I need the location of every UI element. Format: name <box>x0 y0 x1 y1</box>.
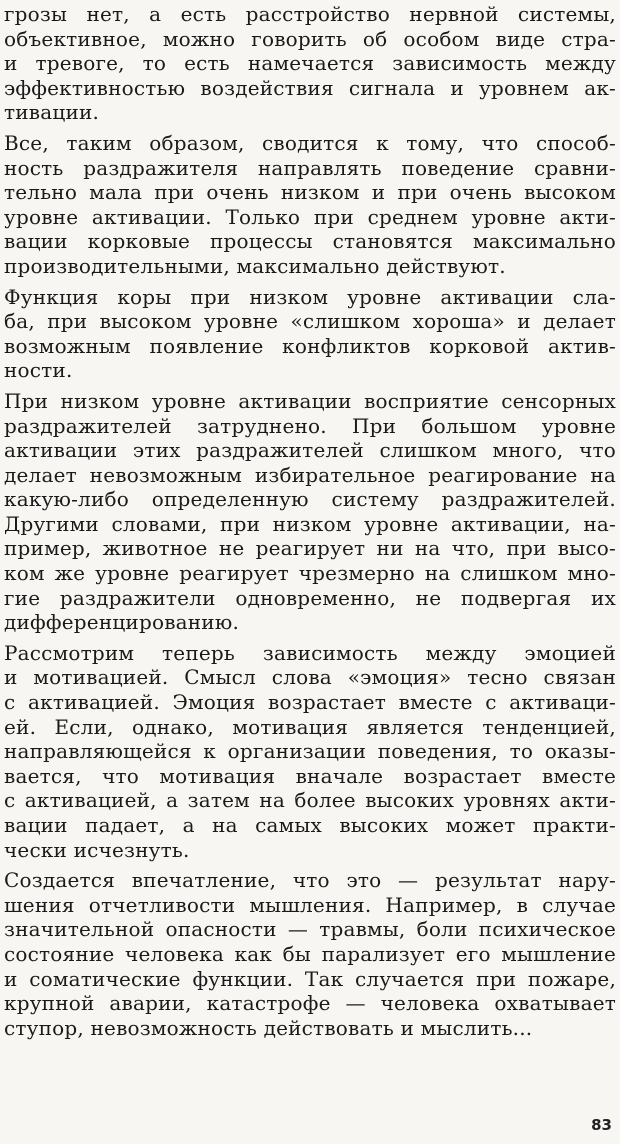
text-line: ность раздражителя направлять поведение сравни- <box>4 155 616 180</box>
text-line: вации падает, а на самых высоких может практи- <box>4 813 616 837</box>
text-line: вается, что мотивация вначале возрастает вместе <box>4 763 616 788</box>
text-line: значительной опасности — травмы, боли психическое <box>4 917 616 942</box>
text-line: шения отчетливости мышления. Например, в случае <box>4 892 616 917</box>
page-number: 83 <box>591 1116 612 1134</box>
text-line: делает невозможным избирательное реагирование на <box>4 462 616 487</box>
paragraph-2 <box>4 131 616 279</box>
text-line: Создается впечатление, что это — результат нару- <box>4 868 616 893</box>
text-line: тельно мала при очень низком и при очень высоком <box>4 180 616 205</box>
text-line: Все, таким образом, сводится к тому, что способ- <box>4 130 616 155</box>
text-line: крупной аварии, катастрофе — человека охватывает <box>4 991 616 1016</box>
text-line: эффективностью воздействия сигнала и уровнем ак- <box>4 75 616 100</box>
text-line: При низком уровне активации восприятие сенсорных <box>4 388 616 413</box>
text-line: производительными, максимально действуют. <box>4 253 506 278</box>
text-line: тивации. <box>4 100 100 125</box>
text-line: и мотивацией. Смысл слова «эмоция» тесно связан <box>4 665 616 690</box>
text-line: с активацией, а затем на более высоких уровнях акти- <box>4 788 616 813</box>
paragraph-4 <box>4 389 616 635</box>
text-line: ей. Если, однако, мотивация является тенденцией, <box>4 714 616 739</box>
text-line: Другими словами, при низком уровне активации, на- <box>4 511 616 536</box>
text-line: объективное, можно говорить об особом виде стра- <box>4 26 616 51</box>
text-line: раздражителей затруднено. При большом уровне <box>4 413 616 438</box>
text-line: ком же уровне реагирует чрезмерно на слишком мно- <box>4 561 616 586</box>
text-line: и соматические функции. Так случается при пожаре, <box>4 966 616 991</box>
text-line: Рассмотрим теперь зависимость между эмоцией <box>4 640 616 665</box>
paragraph-5 <box>4 641 616 862</box>
text-line: Функция коры при низком уровне активации сла- <box>4 284 616 309</box>
text-line: и тревоге, то есть намечается зависимость между <box>4 51 616 76</box>
text-line: направляющейся к организации поведения, то оказы- <box>4 739 616 764</box>
text-line: вации корковые процессы становятся максимально <box>4 229 616 254</box>
text-line: грозы нет, а есть расстройство нервной системы, <box>4 2 616 26</box>
text-line: ба, при высоком уровне «слишком хороша» и делает <box>4 309 616 334</box>
text-line: ступор, невозможность действовать и мыслить... <box>4 1015 533 1040</box>
paragraph-3 <box>4 285 616 383</box>
paragraph-1 <box>4 2 616 125</box>
text-line: какую-либо определенную систему раздражителей. <box>4 487 616 512</box>
text-line: возможным появление конфликтов корковой актив- <box>4 333 616 358</box>
text-line: ности. <box>4 358 73 383</box>
text-line: гие раздражители одновременно, не подвергая их <box>4 585 616 610</box>
text-line: состояние человека как бы парализует его мышление <box>4 941 616 966</box>
text-line: активации этих раздражителей слишком много, что <box>4 438 616 463</box>
text-line: пример, животное не реагирует ни на что, при высо- <box>4 536 616 561</box>
text-line: чески исчезнуть. <box>4 837 190 862</box>
text-line: с активацией. Эмоция возрастает вместе с активаци- <box>4 690 616 715</box>
text-line: дифференцированию. <box>4 610 240 635</box>
text-line: уровне активации. Только при среднем уровне акти- <box>4 204 616 229</box>
paragraph-6 <box>4 868 616 1040</box>
